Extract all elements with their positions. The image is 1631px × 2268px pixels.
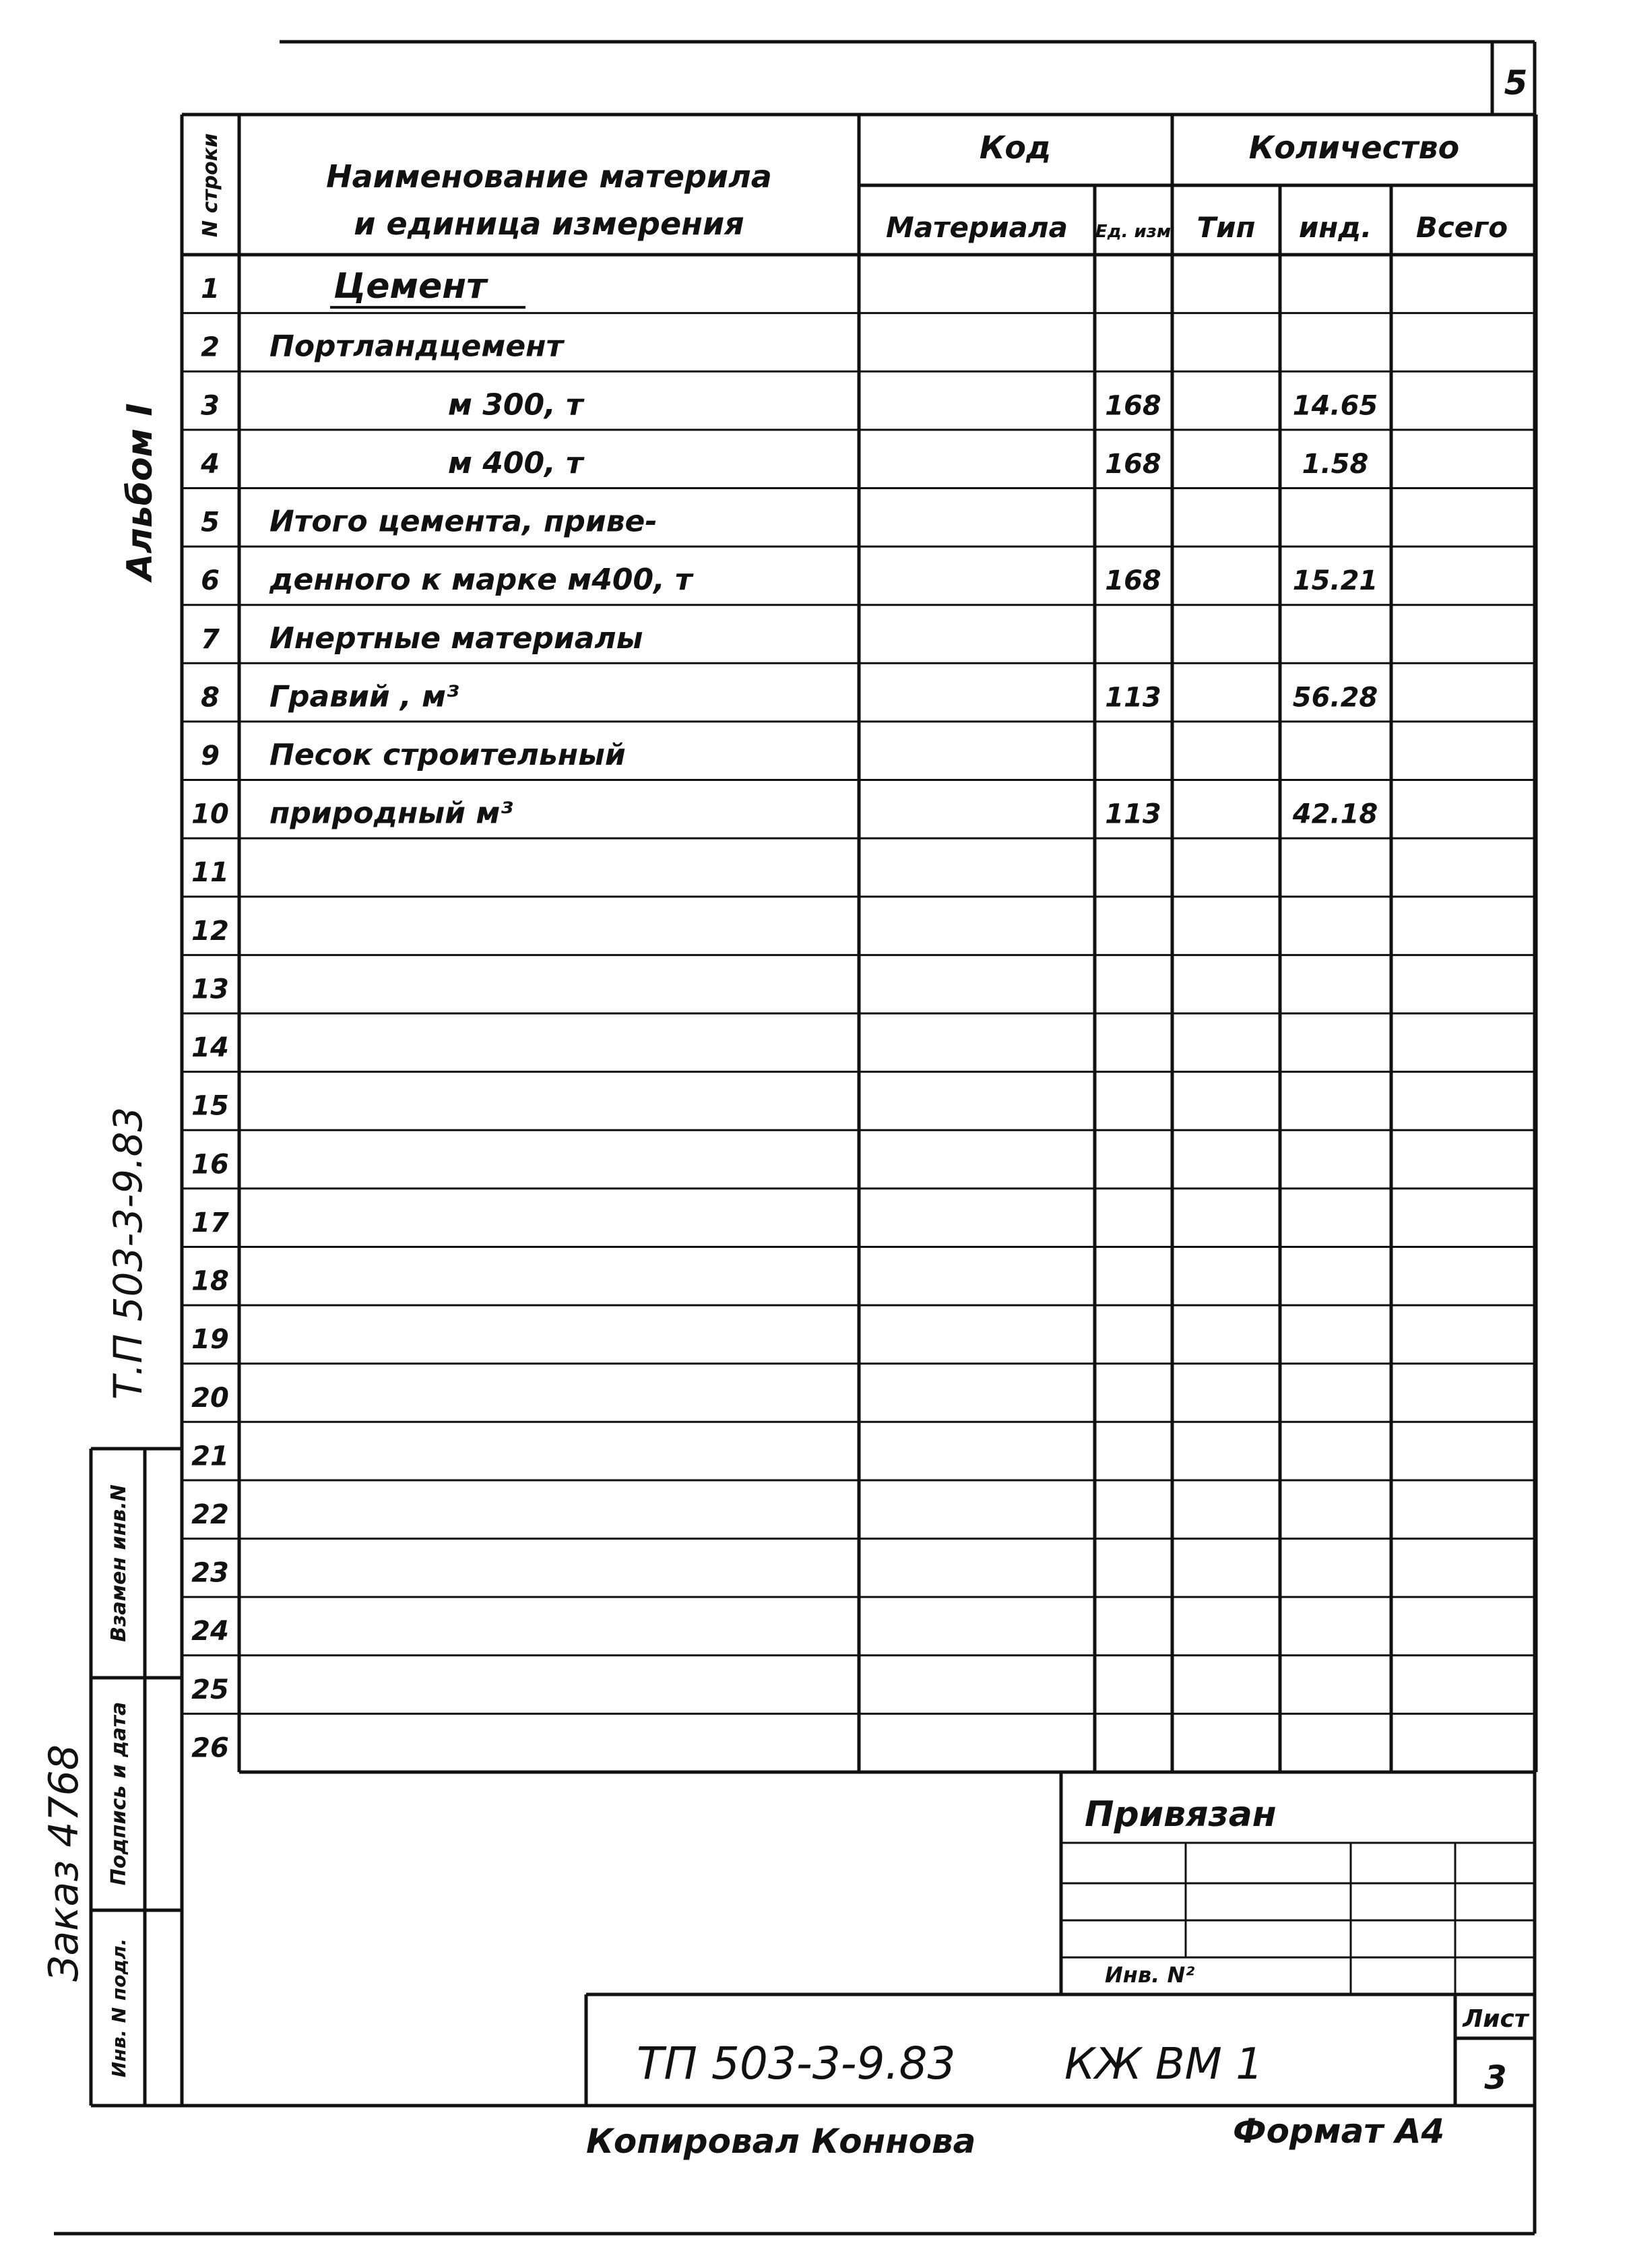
table-row [201, 387, 1378, 422]
row-qty-ind: 1.58 [1302, 448, 1369, 480]
row-number: 14 [191, 1032, 229, 1064]
order-label: Заказ 4768 [40, 1744, 88, 1982]
row-unit-code: 168 [1105, 565, 1161, 597]
inv-no-label: Инв. N² [1105, 1962, 1195, 1988]
header-quantity: Количество [1248, 129, 1460, 166]
bound-label: Привязан [1085, 1794, 1277, 1835]
stamp-label-inv: Инв. N подл. [108, 1938, 130, 2078]
row-number: 26 [191, 1732, 229, 1764]
stamp-label-signature: Подпись и дата [107, 1701, 131, 1886]
row-name: Гравий , м³ [269, 679, 459, 714]
table-row [200, 446, 1368, 480]
table-row [201, 505, 658, 539]
table-row [191, 1383, 229, 1414]
row-unit-code: 113 [1105, 798, 1161, 830]
sheet-label: Лист [1463, 2005, 1529, 2033]
row-name: денного к марке м400, т [269, 563, 693, 598]
row-number: 16 [191, 1149, 229, 1180]
table-row [201, 679, 1378, 714]
table-row [191, 1207, 229, 1238]
row-number: 6 [201, 565, 220, 597]
table-row [191, 916, 229, 947]
table-row [191, 1149, 229, 1180]
row-number: 22 [191, 1499, 229, 1531]
header-qty-total: Всего [1415, 211, 1508, 244]
header-qty-ind: инд. [1298, 211, 1372, 244]
table-row [191, 796, 1378, 831]
table-row [191, 1266, 229, 1297]
table-row [191, 1032, 229, 1063]
row-qty-ind: 15.21 [1292, 565, 1378, 597]
row-number: 1 [201, 274, 220, 305]
copied-by: Копировал Коннова [586, 2122, 976, 2161]
stamp-label-replaced: Взамен инв.N [107, 1484, 131, 1642]
row-name: Песок строительный [269, 738, 626, 773]
row-unit-code: 168 [1105, 390, 1161, 422]
table-row [191, 1324, 229, 1355]
header-qty-type: Тип [1196, 211, 1256, 244]
row-qty-ind: 56.28 [1292, 682, 1378, 714]
header-code: Код [979, 129, 1052, 166]
row-number: 8 [201, 682, 220, 714]
row-number: 10 [191, 798, 229, 830]
row-number: 17 [191, 1207, 229, 1238]
row-number: 20 [191, 1382, 229, 1414]
table-row [201, 329, 565, 364]
header-name-line2: и единица измерения [354, 206, 744, 242]
album-label: Альбом I [120, 403, 160, 581]
table-row [191, 1674, 229, 1705]
sheet-number: 3 [1484, 2059, 1507, 2097]
doc-code: ТП 503-3-9.83 [637, 2038, 956, 2089]
row-name: Цемент [333, 266, 487, 307]
row-number: 12 [191, 915, 229, 947]
table-row [191, 1441, 229, 1472]
page-number: 5 [1504, 63, 1528, 102]
format-label: Формат А4 [1233, 2112, 1445, 2151]
row-unit-code: 168 [1105, 448, 1161, 480]
table-row [201, 563, 1378, 597]
table-row [201, 266, 525, 307]
table-row [191, 974, 229, 1005]
header-code-unit: Ед. изм [1095, 222, 1172, 242]
row-number: 7 [201, 623, 220, 655]
row-number: 3 [201, 390, 220, 422]
row-number: 21 [191, 1441, 229, 1472]
drawing-mark: КЖ ВМ 1 [1064, 2040, 1263, 2089]
left-stamp-strip [91, 1449, 182, 2106]
row-number: 18 [191, 1265, 229, 1297]
table-row [191, 1091, 229, 1122]
header-name-line1: Наименование материла [326, 158, 772, 195]
row-name: Итого цемента, приве- [269, 504, 658, 539]
row-number: 25 [191, 1674, 229, 1705]
row-name: Портландцемент [269, 329, 564, 364]
row-name: природный м³ [269, 796, 513, 831]
row-number: 23 [191, 1557, 229, 1589]
row-qty-ind: 42.18 [1292, 798, 1378, 830]
row-name: м 400, т [448, 445, 583, 480]
row-name: м 300, т [448, 387, 583, 422]
table-row [201, 621, 643, 656]
row-number: 11 [191, 857, 229, 889]
row-number: 13 [191, 974, 229, 1005]
table-row [191, 1616, 229, 1647]
table-row [191, 857, 229, 888]
table-row [191, 1558, 229, 1589]
header-row-no: N строки [199, 133, 222, 238]
row-number: 2 [201, 332, 220, 363]
row-number: 4 [201, 448, 220, 480]
header-code-material: Материала [886, 211, 1068, 244]
row-number: 24 [191, 1616, 229, 1647]
project-side-label: Т.П 503-3-9.83 [105, 1106, 151, 1400]
table-row [191, 1499, 229, 1530]
row-number: 19 [191, 1324, 229, 1356]
row-number: 15 [191, 1090, 229, 1122]
table-row [201, 738, 626, 772]
table-row [191, 1732, 229, 1763]
row-unit-code: 113 [1105, 682, 1161, 714]
row-number: 9 [201, 741, 220, 772]
row-name: Инертные материалы [269, 621, 643, 656]
row-qty-ind: 14.65 [1292, 390, 1378, 422]
row-number: 5 [201, 507, 220, 538]
